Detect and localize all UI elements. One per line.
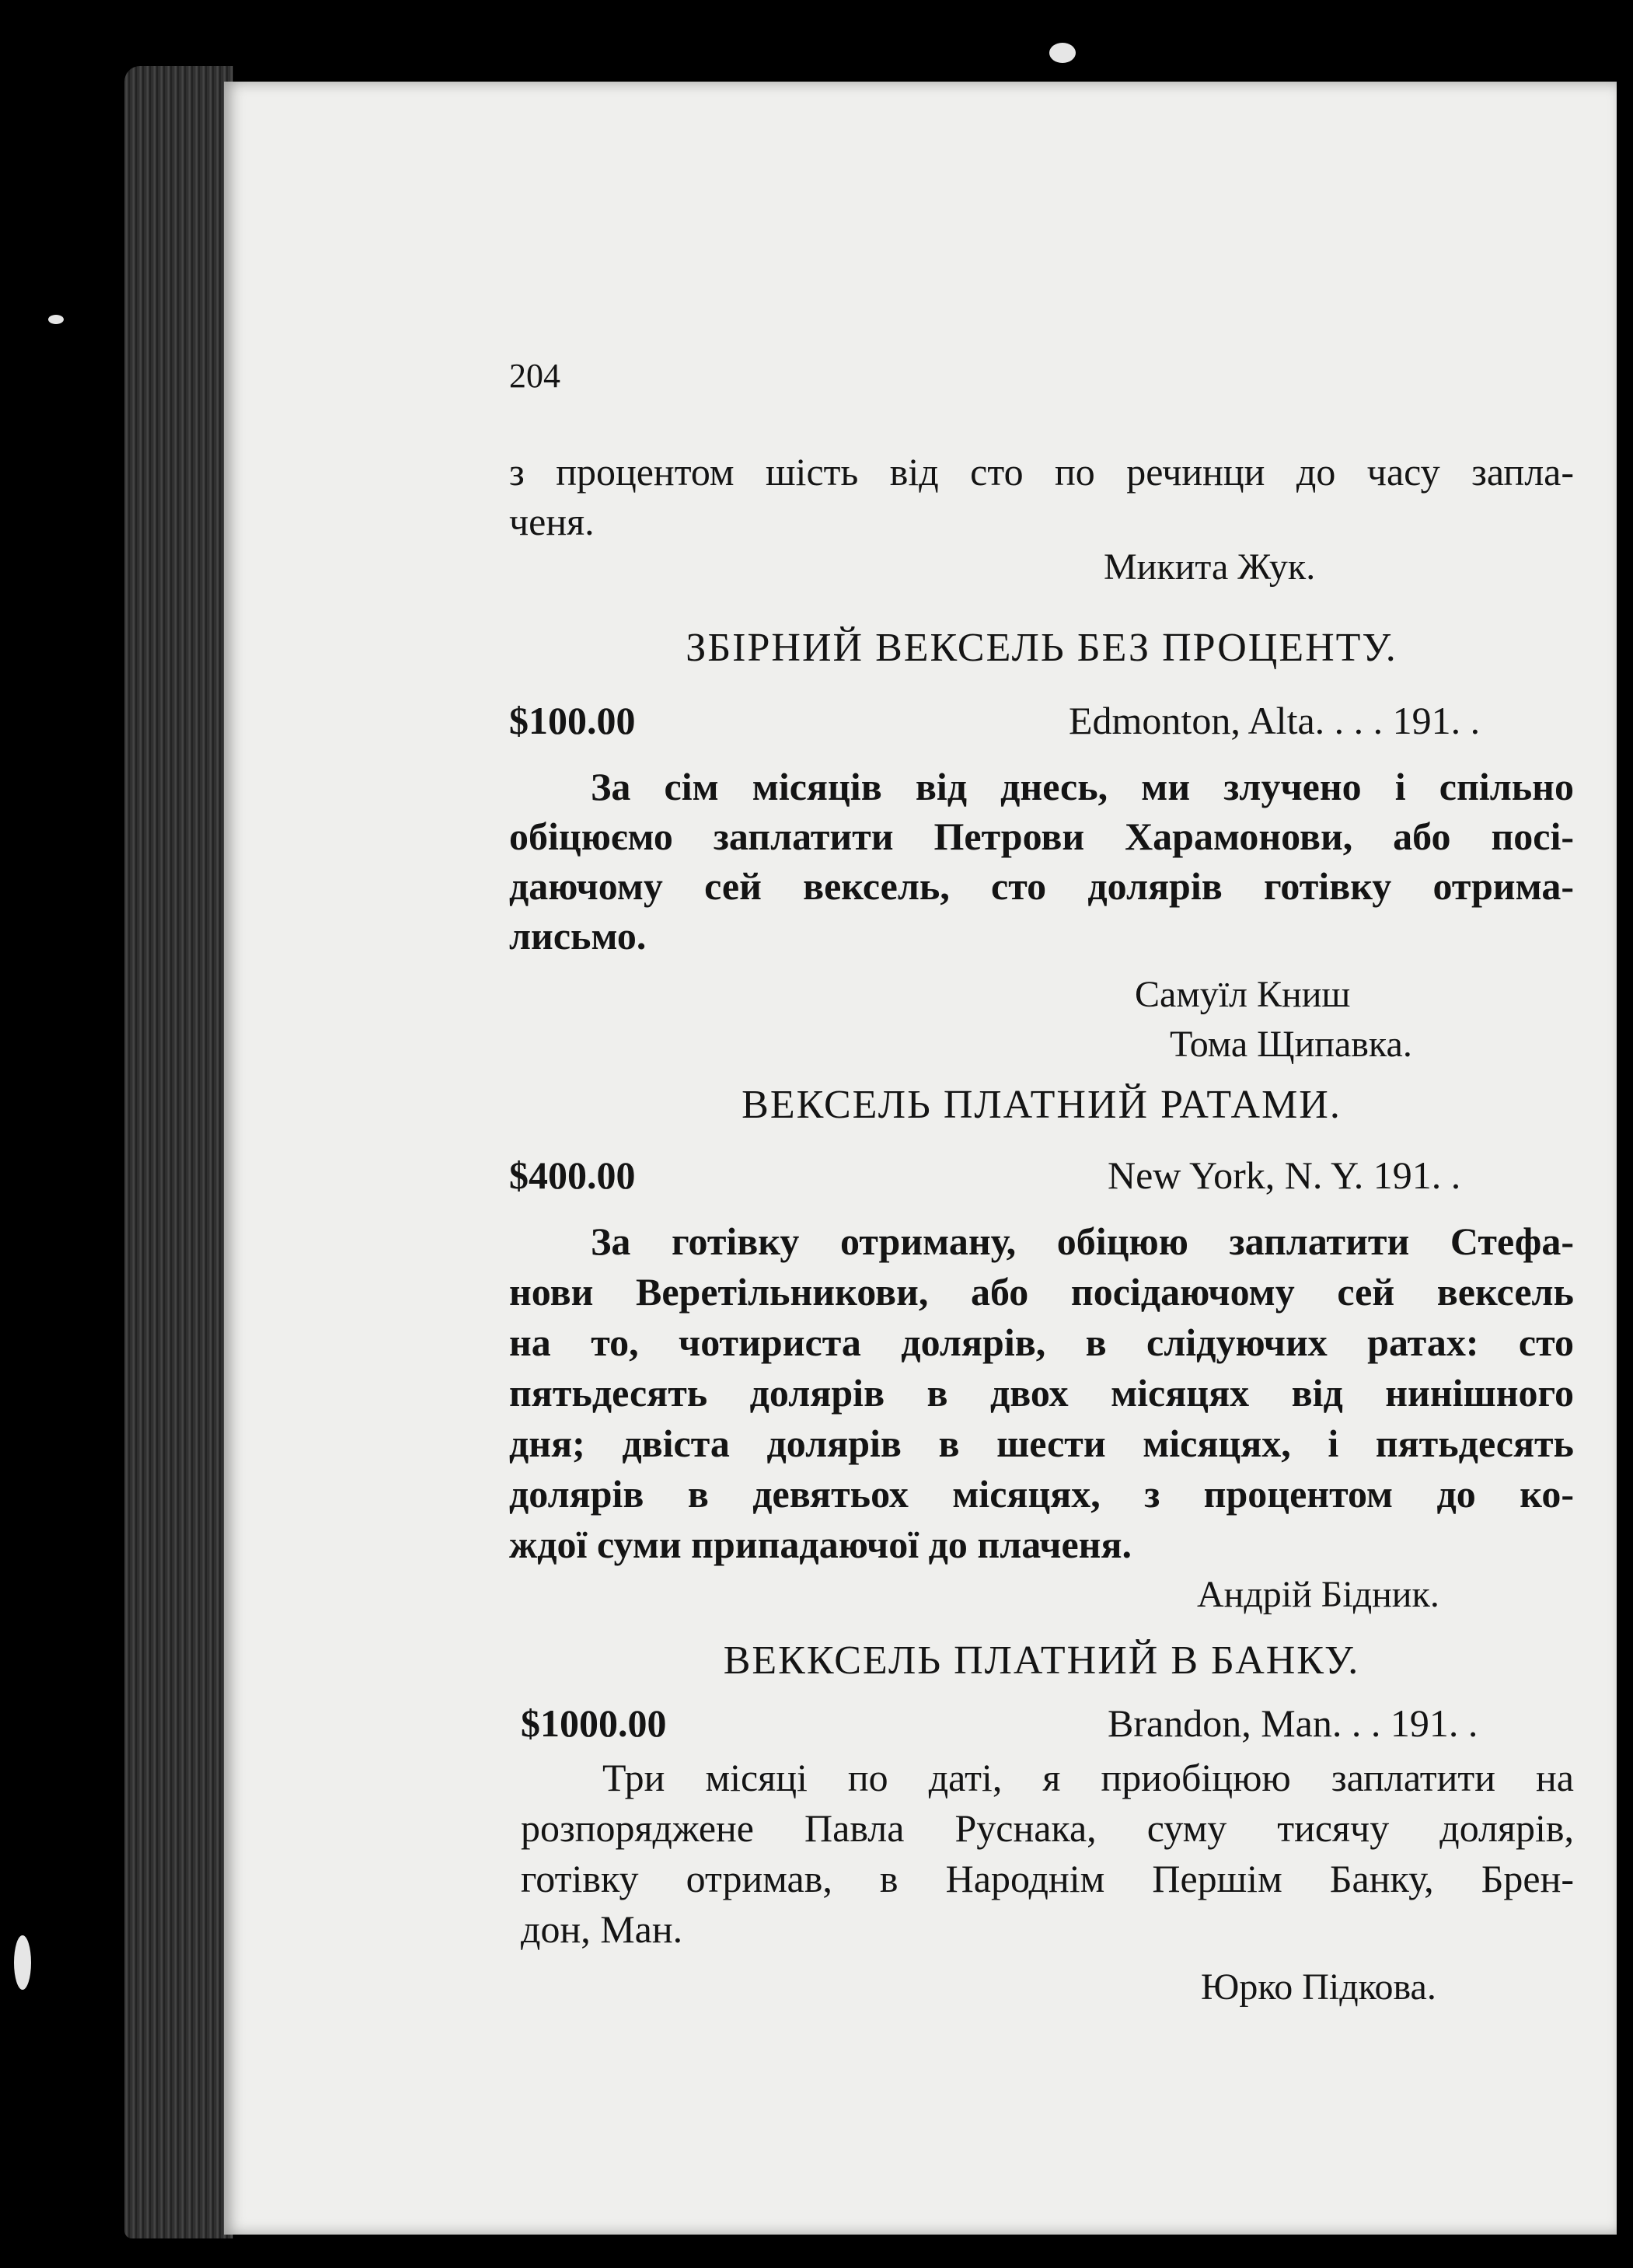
place-date: New York, N. Y. 191. . xyxy=(1108,1153,1461,1197)
body-line: дон, Ман. xyxy=(521,1907,683,1951)
body-line: нови Веретільникови, або посідаючому сей вексель xyxy=(509,1270,1574,1314)
book-page-edges xyxy=(124,66,233,2238)
signature: Самуїл Книш xyxy=(1135,974,1351,1015)
body-line: лисьмо. xyxy=(509,914,647,958)
dust-speck xyxy=(14,1935,31,1990)
body-line: готівку отримав, в Народнім Першім Банку, Брен- xyxy=(521,1857,1574,1900)
body-line: дня; двіста долярів в шести місяцях, і пятьдесять xyxy=(509,1422,1574,1465)
section-heading: ВЕКСЕЛЬ ПЛАТНИЙ РАТАМИ. xyxy=(741,1083,1342,1127)
body-line: ждої суми припадаючої до плаченя. xyxy=(509,1523,1132,1566)
body-line: на то, чотириста долярів, в слідуючих ратах: сто xyxy=(509,1321,1574,1364)
place-date: Brandon, Man. . . 191. . xyxy=(1108,1701,1478,1745)
dust-speck xyxy=(48,315,64,324)
body-line: долярів в девятьох місяцях, з процентом до ко- xyxy=(509,1472,1574,1516)
body-line: За сім місяців від днесь, ми злучено і спільно xyxy=(591,765,1574,808)
dust-speck xyxy=(1049,43,1076,63)
signature: Микита Жук. xyxy=(1104,546,1316,588)
body-line: обіцюємо заплатити Петрови Харамонови, або посі- xyxy=(509,815,1574,858)
continuation-line: з процентом шість від сто по речинци до часу запла- xyxy=(509,450,1574,494)
signature: Тома Щипавка. xyxy=(1170,1024,1412,1065)
body-line: Три місяці по даті, я приобіцюю заплатити на xyxy=(602,1756,1574,1799)
signature: Юрко Підкова. xyxy=(1201,1966,1436,2008)
section-heading: ВЕККСЕЛЬ ПЛАТНИЙ В БАНКУ. xyxy=(723,1638,1360,1683)
body-line: пятьдесять долярів в двох місяцях від нинішного xyxy=(509,1371,1574,1415)
continuation-line: ченя. xyxy=(509,500,595,543)
body-line: розпоряджене Павла Руснака, суму тисячу долярів, xyxy=(521,1806,1574,1850)
body-line: За готівку отриману, обіцюю заплатити Стефа- xyxy=(591,1219,1574,1263)
note-amount: $100.00 xyxy=(509,699,636,742)
body-line: даючому сей вексель, сто долярів готівку отрима- xyxy=(509,864,1574,908)
note-amount: $1000.00 xyxy=(521,1701,667,1745)
signature: Андрій Бідник. xyxy=(1197,1574,1439,1615)
place-date: Edmonton, Alta. . . . 191. . xyxy=(1069,699,1481,742)
note-amount: $400.00 xyxy=(509,1153,636,1197)
section-heading: ЗБІРНИЙ ВЕКСЕЛЬ БЕЗ ПРОЦЕНТУ. xyxy=(686,626,1397,670)
page-number: 204 xyxy=(509,357,560,395)
